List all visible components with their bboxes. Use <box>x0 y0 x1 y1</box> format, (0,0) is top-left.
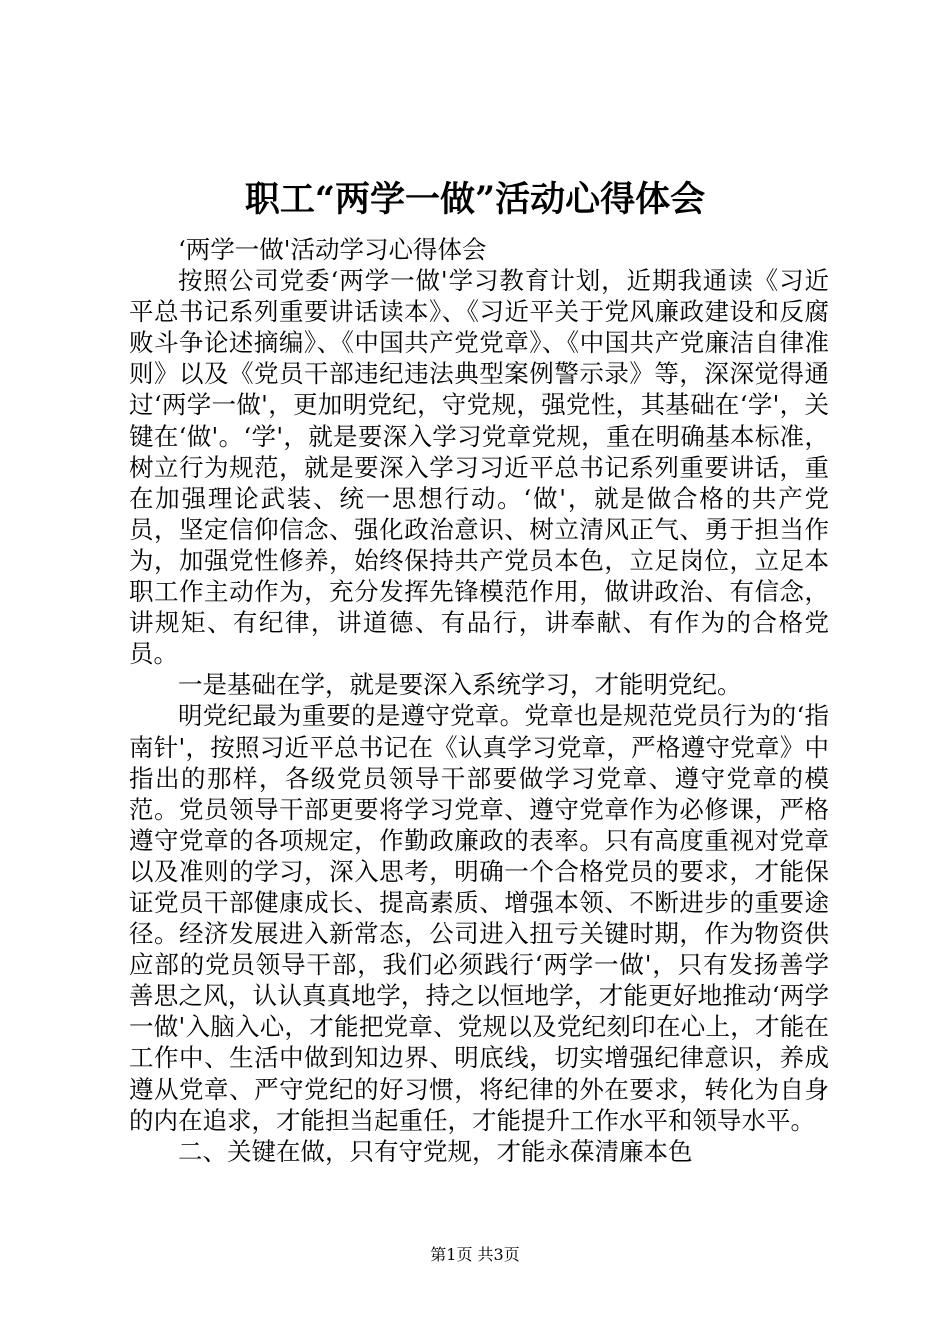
section-heading-paragraph: 二、关键在做，只有守党规，才能永葆清廉本色 <box>178 1136 693 1166</box>
body-paragraph: 明党纪最为重要的是遵守党章。党章也是规范党员行为的‘指南针'，按照习近平总书记在《认真学习党章，严格遵守党章》中指出的那样，各级党员领导干部要做学习党章、遵守党章的模范。党员领导干部更要将学习党章、遵守党章作为必修课，严格遵守党章的各项规定，作勤政廉政的表率。只有高度重视对党章以及准则的学习，深入思考，明确一个合格党员的要求，才能保证党员干部健康成长、提高素质、增强本领、不断进步的重要途径。经济发展进入新常态，公司进入扭亏关键时期，作为物资供应部的党员领导干部，我们必须践行‘两学一做'，只有发扬善学善思之风，认认真真地学，持之以恒地学，才能更好地推动‘两学一做'入脑入心，才能把党章、党规以及党纪刻印在心上，才能在工作中、生活中做到知边界、明底线，切实增强纪律意识，养成遵从党章、严守党纪的好习惯，将纪律的外在要求，转化为自身的内在追求，才能担当起重任，才能提升工作水平和领导水平。 <box>129 701 829 1135</box>
subtitle-paragraph: ‘两学一做'活动学习心得体会 <box>178 235 487 264</box>
body-paragraph: 按照公司党委‘两学一做'学习教育计划，近期我通读《习近平总书记系列重要讲话读本》、《习近平关于党风廉政建设和反腐败斗争论述摘编》、《中国共产党党章》、《中国共产党廉洁自律准则》以及《党员干部违纪违法典型案例警示录》等，深深觉得通过‘两学一做'，更加明党纪，守党规，强党性，其基础在‘学'，关键在‘做'。‘学'，就是要深入学习党章党规，重在明确基本标准，树立行为规范，就是要深入学习习近平总书记系列重要讲话，重在加强理论武装、统一思想行动。‘做'，就是做合格的共产党员，坚定信仰信念、强化政治意识、树立清风正气、勇于担当作为，加强党性修养，始终保持共产党员本色，立足岗位，立足本职工作主动作为，充分发挥先锋模范作用，做讲政治、有信念，讲规矩、有纪律，讲道德、有品行，讲奉献、有作为的合格党员。 <box>129 266 829 669</box>
document-body <box>129 234 829 1167</box>
section-heading-paragraph: 一是基础在学，就是要深入系统学习，才能明党纪。 <box>178 670 742 700</box>
page-footer: 第1页 共3页 <box>430 1245 520 1264</box>
document-title: 职工“两学一做”活动心得体会 <box>244 179 706 220</box>
